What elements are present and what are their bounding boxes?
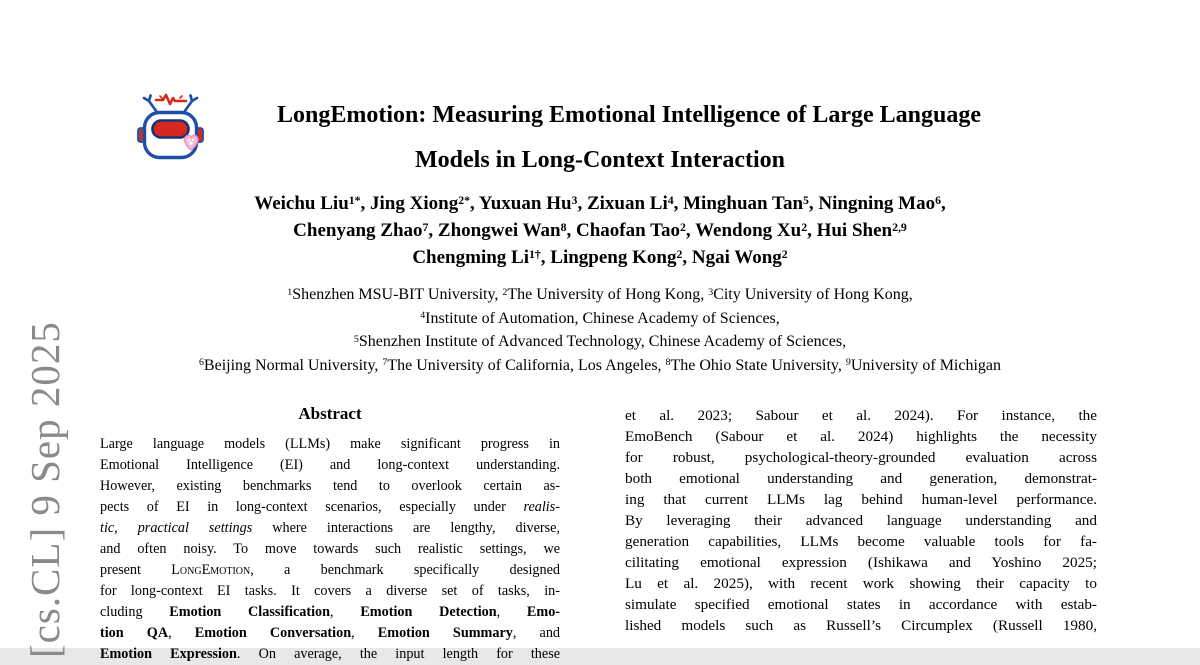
paper-title-line2: Models in Long-Context Interaction <box>415 147 785 173</box>
paper-title-line1: LongEmotion: Measuring Emotional Intelligence of Large Language <box>277 102 981 128</box>
abstract-column <box>100 403 560 665</box>
abstract-heading: Abstract <box>298 404 362 423</box>
abstract-text: Large language models (LLMs) make significant progress in Emotional Intelligence (EI) and long-context understanding. However, existing benchmarks tend to overlook certain as- pects of EI in long-context scenarios, especially under realis- tic, practical settings where interactions are lengthy, diverse, and often noisy. To move towards such realistic settings, we present LongEmotion, a benchmark specifically designed for long-context EI tasks. It covers a diverse set of tasks, in- cluding Emotion Classification, Emotion Detection, Emo- tion QA, Emotion Conversation, Emotion Summary, and Emotion Expression. On average, the input length for these <box>100 436 561 662</box>
intro-column-text: et al. 2023; Sabour et al. 2024). For instance, the EmoBench (Sabour et al. 2024) highlights the necessity for robust, psychological-theory-grounded evaluation across both emotional understanding and generation, demonstrat- ing that current LLMs lag behind human-level performance. By leveraging their advanced language understanding and generation capabilities, LLMs become valuable tools for fa- cilitating emotional expression (Ishikawa and Yoshino 2025; Lu et al. 2025), with recent work showing their capacity to simulate specified emotional states in accordance with estab- lished models such as Russell’s Circumplex (Russell 1980, <box>625 407 1097 634</box>
affiliation-list: $^1$Shenzhen MSU-BIT University, $^2$The University of Hong Kong, $^3$City University of Hong Kong, $^4$Institute of Automation, Chinese Academy of Sciences, $^5$Shenzhen Institute of Advanced Technology, Chinese Academy of Sciences, $^6$Beijing Normal University, $^7$The University of California, Los Angeles, $^8$The Ohio State University, $^9$University of Michigan <box>198 286 1002 374</box>
arxiv-stamp: [cs.CL] 9 Sep 2025 <box>22 321 68 658</box>
author-list: Weichu Liu$^{1*}$, Jing Xiong$^{2*}$, Yuxuan Hu$^3$, Zixuan Li$^4$, Minghuan Tan$^5$, Ningning Mao$^6$, Chenyang Zhao$^7$, Zhongwei Wan$^8$, Chaofan Tao$^2$, Wendong Xu$^2$, Hui Shen$^{2,9}$ Chengming $Li^{1\dagger}$, Lingpeng Kong$^2$, Ngai Wong$^2$ <box>254 193 946 268</box>
